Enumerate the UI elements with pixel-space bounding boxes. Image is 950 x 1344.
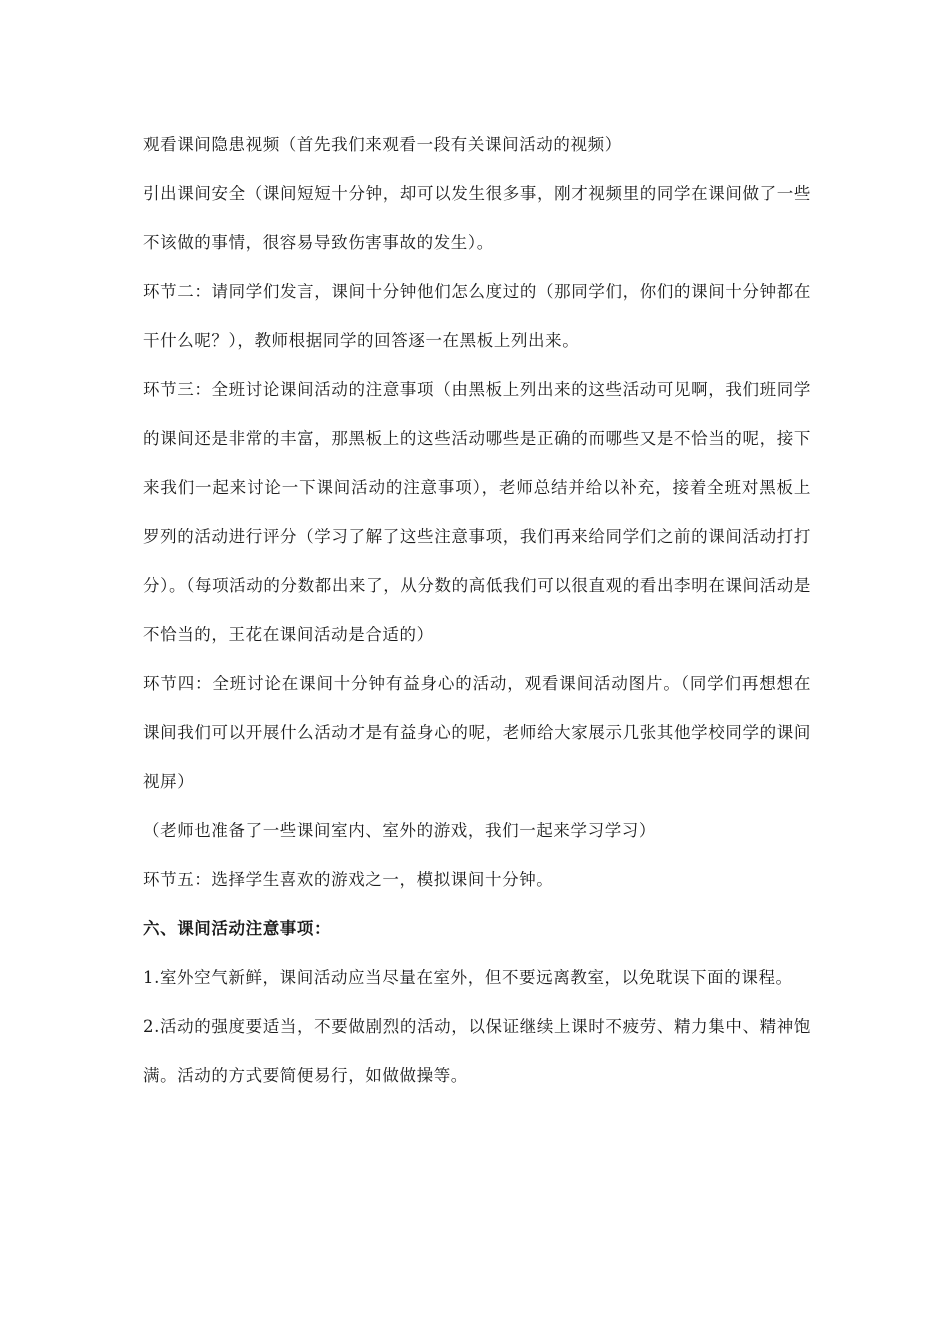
paragraph-step-four: 环节四：全班讨论在课间十分钟有益身心的活动，观看课间活动图片。（同学们再想想在课间我们可以开展什么活动才是有益身心的呢，老师给大家展示几张其他学校同学的课间视屏） (143, 674, 811, 791)
document-body (143, 120, 811, 1100)
note-item-2: 2.活动的强度要适当，不要做剧烈的活动，以保证继续上课时不疲劳、精力集中、精神饱满。活动的方式要简便易行，如做做操等。 (143, 1017, 811, 1085)
note-item-1: 1.室外空气新鲜，课间活动应当尽量在室外，但不要远离教室，以免耽误下面的课程。 (143, 968, 793, 987)
paragraph-safety-intro: 引出课间安全（课间短短十分钟，却可以发生很多事，刚才视频里的同学在课间做了一些不该做的事情，很容易导致伤害事故的发生）。 (143, 184, 811, 252)
paragraph-step-three: 环节三：全班讨论课间活动的注意事项（由黑板上列出来的这些活动可见啊，我们班同学的课间还是非常的丰富，那黑板上的这些活动哪些是正确的而哪些又是不恰当的呢，接下来我们一起来讨论一下课间活动的注意事项），老师总结并给以补充，接着全班对黑板上罗列的活动进行评分（学习了解了这些注意事项，我们再来给同学们之前的课间活动打打分）。（每项活动的分数都出来了，从分数的高低我们可以很直观的看出李明在课间活动是不恰当的，王花在课间活动是合适的） (143, 380, 811, 644)
paragraph-step-two: 环节二：请同学们发言，课间十分钟他们怎么度过的（那同学们，你们的课间十分钟都在干什么呢？），教师根据同学的回答逐一在黑板上列出来。 (143, 282, 811, 350)
paragraph-video-intro: 观看课间隐患视频（首先我们来观看一段有关课间活动的视频） (143, 135, 622, 154)
paragraph-games: （老师也准备了一些课间室内、室外的游戏，我们一起来学习学习） (143, 821, 656, 840)
section-heading: 六、课间活动注意事项： (143, 919, 332, 938)
paragraph-step-five: 环节五：选择学生喜欢的游戏之一，模拟课间十分钟。 (143, 870, 554, 889)
